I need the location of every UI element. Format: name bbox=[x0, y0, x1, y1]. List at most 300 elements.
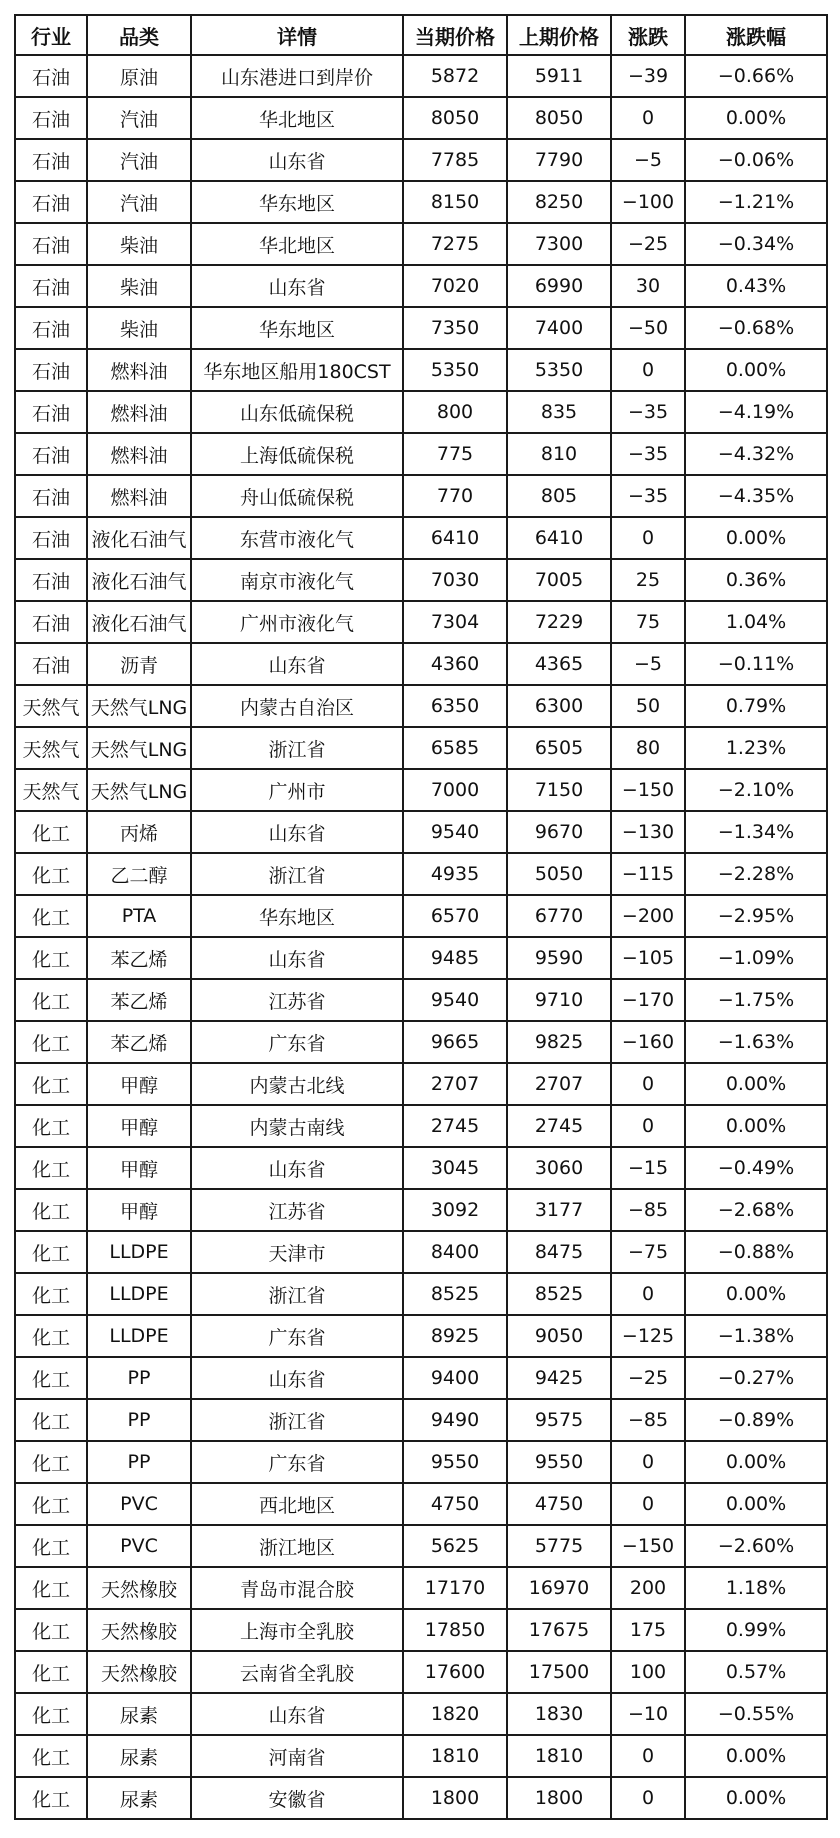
cell-previous-price: 5350 bbox=[507, 349, 611, 391]
cell-category: 苯乙烯 bbox=[87, 979, 191, 1021]
cell-current-price: 770 bbox=[403, 475, 507, 517]
cell-industry: 化工 bbox=[15, 1735, 87, 1777]
cell-detail: 云南省全乳胶 bbox=[191, 1651, 403, 1693]
cell-change-pct: 0.00% bbox=[685, 1777, 827, 1819]
table-row bbox=[15, 727, 827, 769]
cell-change-pct: −0.88% bbox=[685, 1231, 827, 1273]
cell-change-pct: 1.23% bbox=[685, 727, 827, 769]
cell-change-pct: 0.00% bbox=[685, 1105, 827, 1147]
cell-change: −85 bbox=[611, 1189, 685, 1231]
cell-industry: 石油 bbox=[15, 391, 87, 433]
cell-detail: 浙江省 bbox=[191, 1399, 403, 1441]
cell-current-price: 6570 bbox=[403, 895, 507, 937]
cell-industry: 化工 bbox=[15, 1441, 87, 1483]
header-current-price: 当期价格 bbox=[403, 15, 507, 55]
cell-industry: 石油 bbox=[15, 433, 87, 475]
cell-category: 天然橡胶 bbox=[87, 1567, 191, 1609]
table-row bbox=[15, 559, 827, 601]
cell-current-price: 8150 bbox=[403, 181, 507, 223]
cell-previous-price: 5050 bbox=[507, 853, 611, 895]
table-row bbox=[15, 517, 827, 559]
cell-previous-price: 9670 bbox=[507, 811, 611, 853]
cell-previous-price: 7790 bbox=[507, 139, 611, 181]
table-row bbox=[15, 979, 827, 1021]
cell-industry: 化工 bbox=[15, 1273, 87, 1315]
cell-industry: 石油 bbox=[15, 97, 87, 139]
cell-previous-price: 5775 bbox=[507, 1525, 611, 1567]
cell-change: 0 bbox=[611, 1483, 685, 1525]
cell-current-price: 17850 bbox=[403, 1609, 507, 1651]
cell-category: 燃料油 bbox=[87, 391, 191, 433]
cell-change-pct: −1.21% bbox=[685, 181, 827, 223]
cell-change: −5 bbox=[611, 643, 685, 685]
cell-industry: 化工 bbox=[15, 937, 87, 979]
cell-change: −115 bbox=[611, 853, 685, 895]
cell-detail: 江苏省 bbox=[191, 979, 403, 1021]
cell-current-price: 5872 bbox=[403, 55, 507, 97]
cell-industry: 天然气 bbox=[15, 685, 87, 727]
cell-change: 30 bbox=[611, 265, 685, 307]
cell-industry: 化工 bbox=[15, 1525, 87, 1567]
cell-detail: 山东省 bbox=[191, 643, 403, 685]
cell-previous-price: 835 bbox=[507, 391, 611, 433]
cell-change: 0 bbox=[611, 1777, 685, 1819]
cell-detail: 浙江省 bbox=[191, 727, 403, 769]
cell-industry: 石油 bbox=[15, 181, 87, 223]
cell-previous-price: 2707 bbox=[507, 1063, 611, 1105]
cell-current-price: 7785 bbox=[403, 139, 507, 181]
cell-category: 原油 bbox=[87, 55, 191, 97]
cell-change: −10 bbox=[611, 1693, 685, 1735]
table-row bbox=[15, 307, 827, 349]
cell-change: 0 bbox=[611, 97, 685, 139]
cell-change: 0 bbox=[611, 1441, 685, 1483]
cell-previous-price: 2745 bbox=[507, 1105, 611, 1147]
cell-category: 燃料油 bbox=[87, 433, 191, 475]
cell-change-pct: −0.34% bbox=[685, 223, 827, 265]
cell-industry: 化工 bbox=[15, 1189, 87, 1231]
table-row bbox=[15, 685, 827, 727]
cell-industry: 化工 bbox=[15, 1777, 87, 1819]
cell-industry: 石油 bbox=[15, 139, 87, 181]
cell-current-price: 1810 bbox=[403, 1735, 507, 1777]
table-row bbox=[15, 1189, 827, 1231]
cell-detail: 广东省 bbox=[191, 1315, 403, 1357]
cell-change: −25 bbox=[611, 1357, 685, 1399]
cell-industry: 化工 bbox=[15, 979, 87, 1021]
cell-change-pct: 0.00% bbox=[685, 97, 827, 139]
cell-change-pct: 0.00% bbox=[685, 1441, 827, 1483]
cell-category: 天然气LNG bbox=[87, 769, 191, 811]
cell-detail: 山东省 bbox=[191, 139, 403, 181]
cell-previous-price: 6410 bbox=[507, 517, 611, 559]
cell-industry: 石油 bbox=[15, 349, 87, 391]
cell-change: 80 bbox=[611, 727, 685, 769]
cell-current-price: 9490 bbox=[403, 1399, 507, 1441]
cell-change-pct: 0.00% bbox=[685, 1735, 827, 1777]
cell-current-price: 7350 bbox=[403, 307, 507, 349]
cell-detail: 东营市液化气 bbox=[191, 517, 403, 559]
cell-change: −200 bbox=[611, 895, 685, 937]
cell-category: 天然气LNG bbox=[87, 727, 191, 769]
cell-previous-price: 9825 bbox=[507, 1021, 611, 1063]
table-row bbox=[15, 1021, 827, 1063]
cell-change: 0 bbox=[611, 1063, 685, 1105]
cell-change-pct: −0.49% bbox=[685, 1147, 827, 1189]
cell-change-pct: −2.60% bbox=[685, 1525, 827, 1567]
cell-category: PP bbox=[87, 1357, 191, 1399]
cell-category: LLDPE bbox=[87, 1231, 191, 1273]
table-row bbox=[15, 853, 827, 895]
cell-industry: 石油 bbox=[15, 517, 87, 559]
cell-industry: 天然气 bbox=[15, 769, 87, 811]
table-header bbox=[15, 15, 827, 55]
cell-industry: 化工 bbox=[15, 1483, 87, 1525]
cell-change-pct: −0.66% bbox=[685, 55, 827, 97]
cell-category: 尿素 bbox=[87, 1777, 191, 1819]
cell-change: −15 bbox=[611, 1147, 685, 1189]
cell-change: −170 bbox=[611, 979, 685, 1021]
cell-previous-price: 6300 bbox=[507, 685, 611, 727]
table-row bbox=[15, 391, 827, 433]
cell-change: 0 bbox=[611, 517, 685, 559]
cell-previous-price: 4750 bbox=[507, 1483, 611, 1525]
cell-category: PVC bbox=[87, 1525, 191, 1567]
cell-detail: 内蒙古自治区 bbox=[191, 685, 403, 727]
cell-change-pct: 0.00% bbox=[685, 1063, 827, 1105]
cell-previous-price: 6770 bbox=[507, 895, 611, 937]
cell-change-pct: 0.43% bbox=[685, 265, 827, 307]
cell-previous-price: 3060 bbox=[507, 1147, 611, 1189]
cell-industry: 化工 bbox=[15, 1315, 87, 1357]
cell-category: 甲醇 bbox=[87, 1147, 191, 1189]
table-row bbox=[15, 265, 827, 307]
cell-category: 天然橡胶 bbox=[87, 1609, 191, 1651]
table-row bbox=[15, 1105, 827, 1147]
cell-detail: 山东省 bbox=[191, 937, 403, 979]
cell-category: 甲醇 bbox=[87, 1105, 191, 1147]
cell-change: −39 bbox=[611, 55, 685, 97]
cell-current-price: 9485 bbox=[403, 937, 507, 979]
cell-previous-price: 810 bbox=[507, 433, 611, 475]
cell-current-price: 9540 bbox=[403, 811, 507, 853]
cell-current-price: 8525 bbox=[403, 1273, 507, 1315]
cell-current-price: 775 bbox=[403, 433, 507, 475]
cell-current-price: 7000 bbox=[403, 769, 507, 811]
cell-detail: 广东省 bbox=[191, 1021, 403, 1063]
cell-previous-price: 8475 bbox=[507, 1231, 611, 1273]
cell-detail: 华北地区 bbox=[191, 97, 403, 139]
cell-category: LLDPE bbox=[87, 1315, 191, 1357]
cell-previous-price: 7005 bbox=[507, 559, 611, 601]
price-table-container bbox=[14, 14, 828, 1820]
cell-industry: 化工 bbox=[15, 1231, 87, 1273]
cell-category: 燃料油 bbox=[87, 349, 191, 391]
cell-detail: 内蒙古北线 bbox=[191, 1063, 403, 1105]
cell-change: 0 bbox=[611, 1273, 685, 1315]
cell-category: 柴油 bbox=[87, 265, 191, 307]
cell-change-pct: −2.95% bbox=[685, 895, 827, 937]
cell-detail: 上海低硫保税 bbox=[191, 433, 403, 475]
cell-change: 0 bbox=[611, 1105, 685, 1147]
cell-change-pct: −0.06% bbox=[685, 139, 827, 181]
cell-detail: 舟山低硫保税 bbox=[191, 475, 403, 517]
header-detail: 详情 bbox=[191, 15, 403, 55]
cell-industry: 化工 bbox=[15, 1399, 87, 1441]
cell-change: −35 bbox=[611, 391, 685, 433]
table-row bbox=[15, 1693, 827, 1735]
cell-detail: 山东低硫保税 bbox=[191, 391, 403, 433]
cell-change: −125 bbox=[611, 1315, 685, 1357]
cell-current-price: 6410 bbox=[403, 517, 507, 559]
cell-detail: 山东省 bbox=[191, 1147, 403, 1189]
cell-previous-price: 6990 bbox=[507, 265, 611, 307]
cell-category: 尿素 bbox=[87, 1735, 191, 1777]
table-row bbox=[15, 55, 827, 97]
cell-industry: 石油 bbox=[15, 601, 87, 643]
cell-industry: 石油 bbox=[15, 559, 87, 601]
cell-category: LLDPE bbox=[87, 1273, 191, 1315]
table-row bbox=[15, 1567, 827, 1609]
cell-previous-price: 17675 bbox=[507, 1609, 611, 1651]
table-row bbox=[15, 937, 827, 979]
cell-previous-price: 8525 bbox=[507, 1273, 611, 1315]
cell-current-price: 4935 bbox=[403, 853, 507, 895]
cell-industry: 化工 bbox=[15, 1357, 87, 1399]
cell-detail: 浙江省 bbox=[191, 853, 403, 895]
cell-change-pct: −4.35% bbox=[685, 475, 827, 517]
cell-category: 天然气LNG bbox=[87, 685, 191, 727]
cell-change-pct: −2.28% bbox=[685, 853, 827, 895]
cell-current-price: 9400 bbox=[403, 1357, 507, 1399]
cell-previous-price: 9710 bbox=[507, 979, 611, 1021]
cell-change-pct: −1.75% bbox=[685, 979, 827, 1021]
cell-category: 汽油 bbox=[87, 181, 191, 223]
header-change: 涨跌 bbox=[611, 15, 685, 55]
cell-previous-price: 1830 bbox=[507, 1693, 611, 1735]
table-row bbox=[15, 139, 827, 181]
cell-change: −5 bbox=[611, 139, 685, 181]
cell-change: −100 bbox=[611, 181, 685, 223]
cell-detail: 浙江省 bbox=[191, 1273, 403, 1315]
cell-detail: 广东省 bbox=[191, 1441, 403, 1483]
cell-industry: 石油 bbox=[15, 643, 87, 685]
cell-current-price: 17600 bbox=[403, 1651, 507, 1693]
table-row bbox=[15, 1735, 827, 1777]
cell-change: 175 bbox=[611, 1609, 685, 1651]
cell-change-pct: −0.68% bbox=[685, 307, 827, 349]
cell-detail: 广州市 bbox=[191, 769, 403, 811]
cell-change: 200 bbox=[611, 1567, 685, 1609]
header-industry: 行业 bbox=[15, 15, 87, 55]
cell-current-price: 3092 bbox=[403, 1189, 507, 1231]
table-row bbox=[15, 223, 827, 265]
table-row bbox=[15, 97, 827, 139]
table-row bbox=[15, 1357, 827, 1399]
cell-detail: 山东省 bbox=[191, 1693, 403, 1735]
cell-change: 0 bbox=[611, 349, 685, 391]
cell-industry: 化工 bbox=[15, 895, 87, 937]
cell-category: PTA bbox=[87, 895, 191, 937]
cell-change: −105 bbox=[611, 937, 685, 979]
table-row bbox=[15, 1441, 827, 1483]
cell-current-price: 4360 bbox=[403, 643, 507, 685]
cell-category: 沥青 bbox=[87, 643, 191, 685]
cell-change-pct: 0.36% bbox=[685, 559, 827, 601]
cell-detail: 华北地区 bbox=[191, 223, 403, 265]
cell-current-price: 8400 bbox=[403, 1231, 507, 1273]
cell-current-price: 7275 bbox=[403, 223, 507, 265]
cell-industry: 化工 bbox=[15, 1063, 87, 1105]
cell-change-pct: −1.09% bbox=[685, 937, 827, 979]
cell-category: 液化石油气 bbox=[87, 517, 191, 559]
cell-change: −130 bbox=[611, 811, 685, 853]
cell-change-pct: −1.38% bbox=[685, 1315, 827, 1357]
cell-change-pct: 1.18% bbox=[685, 1567, 827, 1609]
commodity-price-table bbox=[14, 14, 828, 1820]
cell-current-price: 9540 bbox=[403, 979, 507, 1021]
cell-detail: 山东省 bbox=[191, 265, 403, 307]
cell-industry: 石油 bbox=[15, 265, 87, 307]
header-change-pct: 涨跌幅 bbox=[685, 15, 827, 55]
cell-current-price: 2707 bbox=[403, 1063, 507, 1105]
cell-change-pct: −1.34% bbox=[685, 811, 827, 853]
cell-industry: 石油 bbox=[15, 307, 87, 349]
cell-category: 液化石油气 bbox=[87, 559, 191, 601]
cell-current-price: 4750 bbox=[403, 1483, 507, 1525]
cell-detail: 安徽省 bbox=[191, 1777, 403, 1819]
cell-previous-price: 805 bbox=[507, 475, 611, 517]
cell-change: −150 bbox=[611, 1525, 685, 1567]
cell-detail: 南京市液化气 bbox=[191, 559, 403, 601]
table-row bbox=[15, 433, 827, 475]
cell-detail: 浙江地区 bbox=[191, 1525, 403, 1567]
cell-category: 尿素 bbox=[87, 1693, 191, 1735]
cell-change-pct: −0.89% bbox=[685, 1399, 827, 1441]
cell-change-pct: 0.79% bbox=[685, 685, 827, 727]
header-row bbox=[15, 15, 827, 55]
table-row bbox=[15, 1609, 827, 1651]
cell-category: 柴油 bbox=[87, 223, 191, 265]
cell-detail: 华东地区船用180CST bbox=[191, 349, 403, 391]
table-row bbox=[15, 1777, 827, 1819]
cell-current-price: 7020 bbox=[403, 265, 507, 307]
cell-industry: 化工 bbox=[15, 1693, 87, 1735]
table-row bbox=[15, 1231, 827, 1273]
cell-change: 0 bbox=[611, 1735, 685, 1777]
cell-current-price: 17170 bbox=[403, 1567, 507, 1609]
table-row bbox=[15, 181, 827, 223]
cell-previous-price: 8250 bbox=[507, 181, 611, 223]
cell-change-pct: 0.00% bbox=[685, 1273, 827, 1315]
table-row bbox=[15, 1063, 827, 1105]
table-row bbox=[15, 1315, 827, 1357]
cell-previous-price: 4365 bbox=[507, 643, 611, 685]
table-row bbox=[15, 1651, 827, 1693]
table-row bbox=[15, 1525, 827, 1567]
cell-change-pct: −2.68% bbox=[685, 1189, 827, 1231]
cell-previous-price: 7400 bbox=[507, 307, 611, 349]
cell-change-pct: −0.27% bbox=[685, 1357, 827, 1399]
cell-category: PP bbox=[87, 1399, 191, 1441]
cell-current-price: 7304 bbox=[403, 601, 507, 643]
cell-change: −85 bbox=[611, 1399, 685, 1441]
cell-detail: 山东省 bbox=[191, 1357, 403, 1399]
cell-change-pct: 0.99% bbox=[685, 1609, 827, 1651]
cell-current-price: 2745 bbox=[403, 1105, 507, 1147]
table-row bbox=[15, 1483, 827, 1525]
cell-previous-price: 6505 bbox=[507, 727, 611, 769]
table-row bbox=[15, 1273, 827, 1315]
cell-previous-price: 9050 bbox=[507, 1315, 611, 1357]
table-row bbox=[15, 895, 827, 937]
cell-change-pct: 0.00% bbox=[685, 349, 827, 391]
cell-industry: 化工 bbox=[15, 1651, 87, 1693]
cell-current-price: 5350 bbox=[403, 349, 507, 391]
cell-industry: 天然气 bbox=[15, 727, 87, 769]
cell-detail: 天津市 bbox=[191, 1231, 403, 1273]
cell-category: 天然橡胶 bbox=[87, 1651, 191, 1693]
cell-previous-price: 1800 bbox=[507, 1777, 611, 1819]
table-body bbox=[15, 55, 827, 1819]
cell-change-pct: −0.11% bbox=[685, 643, 827, 685]
cell-change-pct: −4.19% bbox=[685, 391, 827, 433]
cell-detail: 内蒙古南线 bbox=[191, 1105, 403, 1147]
cell-change: −25 bbox=[611, 223, 685, 265]
cell-detail: 江苏省 bbox=[191, 1189, 403, 1231]
cell-category: 液化石油气 bbox=[87, 601, 191, 643]
table-row bbox=[15, 643, 827, 685]
table-row bbox=[15, 1399, 827, 1441]
cell-detail: 广州市液化气 bbox=[191, 601, 403, 643]
cell-category: 苯乙烯 bbox=[87, 1021, 191, 1063]
cell-detail: 华东地区 bbox=[191, 181, 403, 223]
cell-previous-price: 16970 bbox=[507, 1567, 611, 1609]
cell-industry: 化工 bbox=[15, 1609, 87, 1651]
cell-current-price: 1800 bbox=[403, 1777, 507, 1819]
cell-change-pct: 0.00% bbox=[685, 1483, 827, 1525]
cell-change: −50 bbox=[611, 307, 685, 349]
cell-industry: 石油 bbox=[15, 55, 87, 97]
table-row bbox=[15, 1147, 827, 1189]
table-row bbox=[15, 811, 827, 853]
cell-current-price: 8050 bbox=[403, 97, 507, 139]
cell-previous-price: 17500 bbox=[507, 1651, 611, 1693]
cell-previous-price: 3177 bbox=[507, 1189, 611, 1231]
table-row bbox=[15, 349, 827, 391]
table-row bbox=[15, 475, 827, 517]
cell-current-price: 9665 bbox=[403, 1021, 507, 1063]
cell-category: 乙二醇 bbox=[87, 853, 191, 895]
cell-current-price: 800 bbox=[403, 391, 507, 433]
cell-change: −35 bbox=[611, 433, 685, 475]
table-row bbox=[15, 601, 827, 643]
cell-change: 100 bbox=[611, 1651, 685, 1693]
cell-previous-price: 7229 bbox=[507, 601, 611, 643]
table-row bbox=[15, 769, 827, 811]
cell-detail: 西北地区 bbox=[191, 1483, 403, 1525]
cell-change-pct: 0.57% bbox=[685, 1651, 827, 1693]
cell-detail: 山东省 bbox=[191, 811, 403, 853]
cell-current-price: 7030 bbox=[403, 559, 507, 601]
cell-previous-price: 9425 bbox=[507, 1357, 611, 1399]
header-previous-price: 上期价格 bbox=[507, 15, 611, 55]
cell-current-price: 8925 bbox=[403, 1315, 507, 1357]
cell-category: 丙烯 bbox=[87, 811, 191, 853]
cell-detail: 青岛市混合胶 bbox=[191, 1567, 403, 1609]
cell-previous-price: 5911 bbox=[507, 55, 611, 97]
cell-category: PVC bbox=[87, 1483, 191, 1525]
